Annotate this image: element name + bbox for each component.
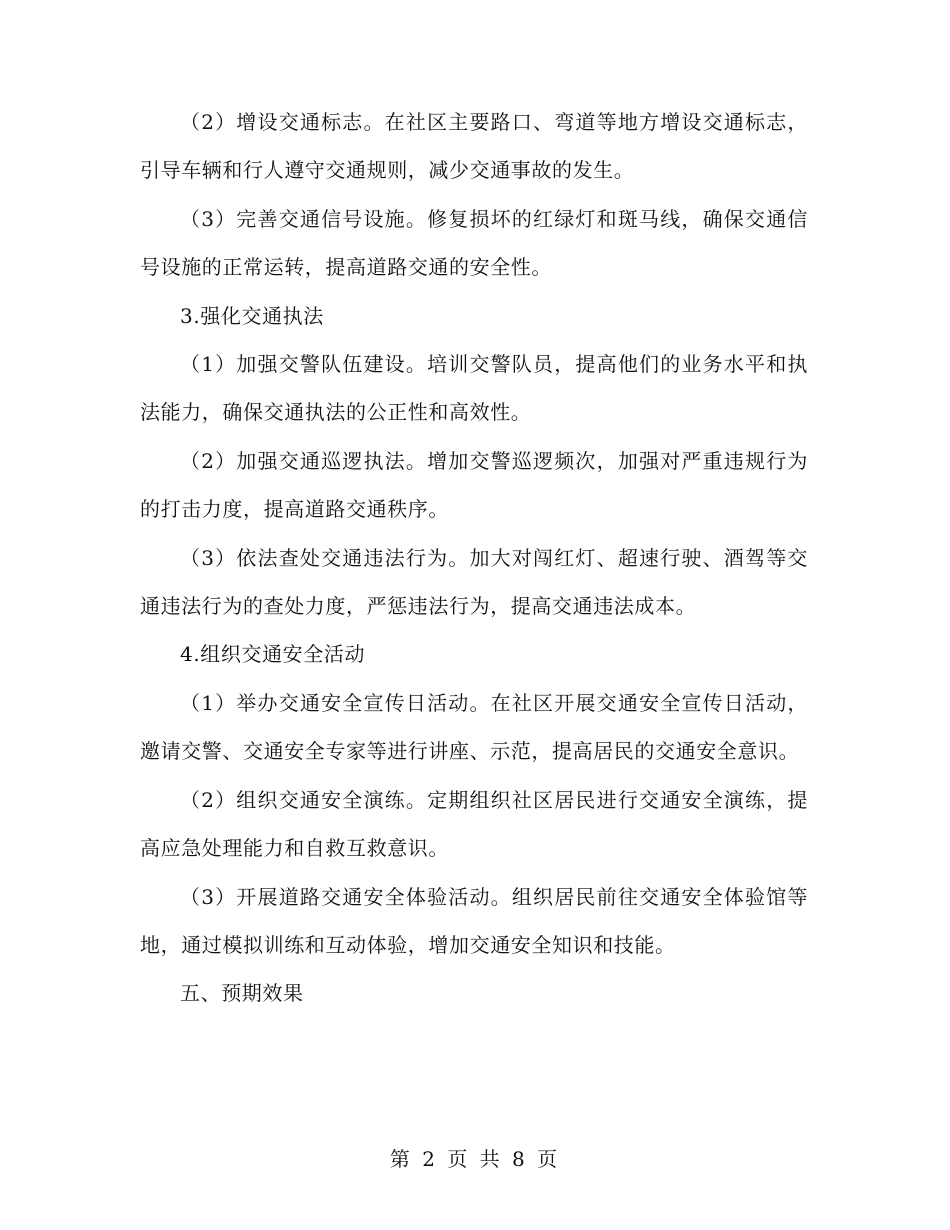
section-heading-safety-activities: 4.组织交通安全活动	[180, 642, 366, 667]
document-body	[140, 98, 808, 1018]
section-heading-expected-effects: 五、预期效果	[180, 981, 304, 1006]
paragraph-patrol-enforcement: （2）加强交通巡逻执法。增加交警巡逻频次，加强对严重违规行为的打击力度，提高道路交通秩序。	[140, 448, 808, 522]
paragraph-police-team: （1）加强交警队伍建设。培训交警队员，提高他们的业务水平和执法能力，确保交通执法的公正性和高效性。	[140, 352, 808, 425]
paragraph-add-traffic-signs: （2）增设交通标志。在社区主要路口、弯道等地方增设交通标志，引导车辆和行人遵守交通规则，减少交通事故的发生。	[140, 110, 808, 183]
paragraph-publicity-day: （1）举办交通安全宣传日活动。在社区开展交通安全宣传日活动，邀请交警、交通安全专家等进行讲座、示范，提高居民的交通安全意识。	[140, 690, 808, 764]
page-number-footer: 第 2 页 共 8 页	[389, 1147, 561, 1171]
paragraph-punish-violations: （3）依法查处交通违法行为。加大对闯红灯、超速行驶、酒驾等交通违法行为的查处力度，严惩违法行为，提高交通违法成本。	[140, 545, 808, 619]
paragraph-improve-signal-facilities: （3）完善交通信号设施。修复损坏的红绿灯和斑马线，确保交通信号设施的正常运转，提高道路交通的安全性。	[140, 206, 808, 280]
paragraph-safety-drill: （2）组织交通安全演练。定期组织社区居民进行交通安全演练，提高应急处理能力和自救互救意识。	[140, 787, 808, 861]
section-heading-enforcement: 3.强化交通执法	[180, 303, 324, 328]
paragraph-experience-activity: （3）开展道路交通安全体验活动。组织居民前往交通安全体验馆等地，通过模拟训练和互动体验，增加交通安全知识和技能。	[140, 884, 808, 957]
